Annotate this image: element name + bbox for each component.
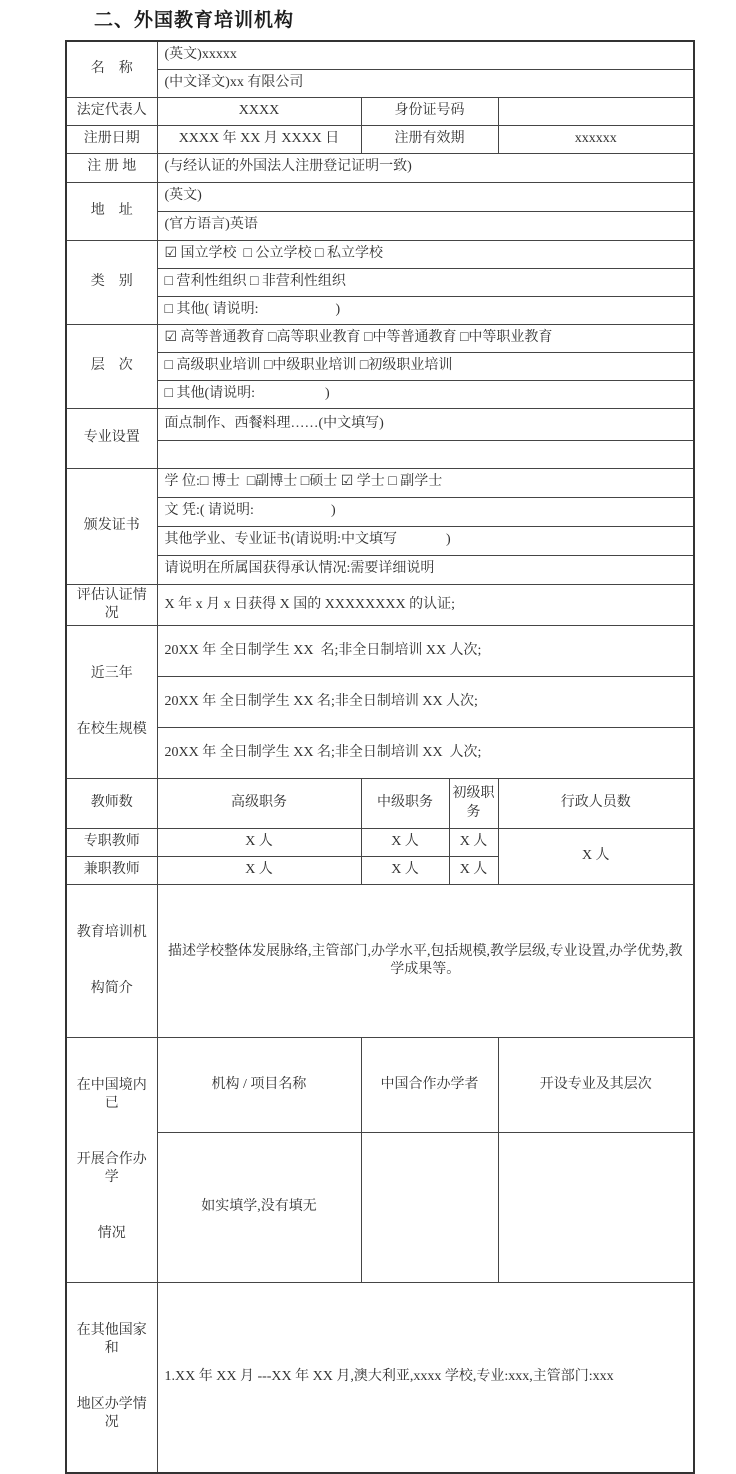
reg-place-label: 注 册 地 (66, 153, 157, 182)
level-checkbox-row: □ 高级职业培训 □中级职业培训 □初级职业培训 (157, 352, 694, 380)
enrollment-year-row: 20XX 年 全日制学生 XX 名;非全日制培训 XX 人次; (157, 728, 694, 779)
certificates-label: 颁发证书 (66, 468, 157, 584)
reg-valid-label: 注册有效期 (361, 125, 498, 153)
address-en-cell: (英文) (157, 182, 694, 211)
majors-label: 专业设置 (66, 408, 157, 468)
teachers-count-header: 教师数 (66, 779, 157, 829)
name-label: 名 称 (66, 41, 157, 97)
coop-china-label (66, 1037, 157, 1282)
parttime-senior-value: X 人 (157, 857, 361, 885)
parttime-junior-value: X 人 (449, 857, 498, 885)
name-en-cell: (英文)xxxxx (157, 41, 694, 69)
coop-intl-label-line1: 在其他国家和 (76, 1322, 147, 1357)
parttime-teachers-label: 兼职教师 (66, 857, 157, 885)
coop-partner-value (361, 1133, 498, 1283)
coop-intl-label (66, 1283, 157, 1473)
coop-intl-value: 1.XX 年 XX 月 ---XX 年 XX 月,澳大利亚,xxxx 学校,专业:xxx,主管部门:xxx (157, 1283, 694, 1473)
legal-rep-value: XXXX (157, 97, 361, 125)
reg-date-value: XXXX 年 XX 月 XXXX 日 (157, 125, 361, 153)
reg-valid-value: xxxxxx (498, 125, 694, 153)
address-official-cell: (官方语言)英语 (157, 211, 694, 240)
coop-partner-header: 中国合作办学者 (361, 1037, 498, 1132)
intro-label-line1: 教育培训机 (76, 925, 147, 941)
fulltime-teachers-label: 专职教师 (66, 829, 157, 857)
admin-staff-header: 行政人员数 (498, 779, 694, 829)
address-label: 地 址 (66, 182, 157, 240)
fulltime-middle-value: X 人 (361, 829, 449, 857)
page-title: 二、外国教育培训机构 (94, 10, 295, 31)
enrollment-label-line1: 近三年 (90, 666, 133, 682)
coop-china-label-line2: 开展合作办学 (76, 1151, 147, 1186)
id-number-label: 身份证号码 (361, 97, 498, 125)
parttime-middle-value: X 人 (361, 857, 449, 885)
level-checkbox-row: □ 其他(请说明: ) (157, 380, 694, 408)
admin-staff-value: X 人 (498, 829, 694, 885)
majors-empty-cell (157, 440, 694, 468)
reg-place-value: (与经认证的外国法人注册登记证明一致) (157, 153, 694, 182)
intro-label-line2: 构简介 (90, 980, 133, 996)
fulltime-junior-value: X 人 (449, 829, 498, 857)
intro-value: 描述学校整体发展脉络,主管部门,办学水平,包括规模,教学层级,专业设置,办学优势,教学成果等。 (157, 885, 694, 1038)
accreditation-label: 评估认证情况 (66, 584, 157, 626)
fulltime-senior-value: X 人 (157, 829, 361, 857)
degree-checkbox-row: 学 位:□ 博士 □副博士 □硕士 ☑ 学士 □ 副学士 (157, 468, 694, 497)
coop-majors-value (498, 1133, 694, 1283)
junior-rank-header: 初级职务 (449, 779, 498, 829)
level-label: 层 次 (66, 324, 157, 408)
coop-intl-label-line2: 地区办学情况 (76, 1396, 147, 1431)
other-certificates-row: 其他学业、专业证书(请说明:中文填写 ) (157, 526, 694, 555)
diploma-row: 文 凭:( 请说明: ) (157, 497, 694, 526)
coop-china-label-line3: 情况 (97, 1225, 126, 1241)
recognition-row: 请说明在所属国获得承认情况:需要详细说明 (157, 555, 694, 584)
intro-label (66, 885, 157, 1038)
accreditation-value: X 年 x 月 x 日获得 X 国的 XXXXXXXX 的认证; (157, 584, 694, 626)
coop-project-name-value: 如实填学,没有填无 (157, 1133, 361, 1283)
enrollment-year-row: 20XX 年 全日制学生 XX 名;非全日制培训 XX 人次; (157, 677, 694, 728)
enrollment-label (66, 626, 157, 779)
level-checkbox-row: ☑ 高等普通教育 □高等职业教育 □中等普通教育 □中等职业教育 (157, 324, 694, 352)
middle-rank-header: 中级职务 (361, 779, 449, 829)
category-checkbox-row: ☑ 国立学校 □ 公立学校 □ 私立学校 (157, 240, 694, 268)
category-checkbox-row: □ 其他( 请说明: ) (157, 296, 694, 324)
reg-date-label: 注册日期 (66, 125, 157, 153)
legal-rep-label: 法定代表人 (66, 97, 157, 125)
category-label: 类 别 (66, 240, 157, 324)
majors-value-cell: 面点制作、西餐料理……(中文填写) (157, 408, 694, 440)
coop-majors-header: 开设专业及其层次 (498, 1037, 694, 1132)
form-table (65, 40, 695, 1474)
enrollment-label-line2: 在校生规模 (76, 721, 147, 737)
name-cn-cell: (中文译文)xx 有限公司 (157, 69, 694, 97)
senior-rank-header: 高级职务 (157, 779, 361, 829)
id-number-value (498, 97, 694, 125)
coop-china-label-line1: 在中国境内已 (76, 1077, 147, 1112)
category-checkbox-row: □ 营利性组织 □ 非营利性组织 (157, 268, 694, 296)
enrollment-year-row: 20XX 年 全日制学生 XX 名;非全日制培训 XX 人次; (157, 626, 694, 677)
coop-project-name-header: 机构 / 项目名称 (157, 1037, 361, 1132)
